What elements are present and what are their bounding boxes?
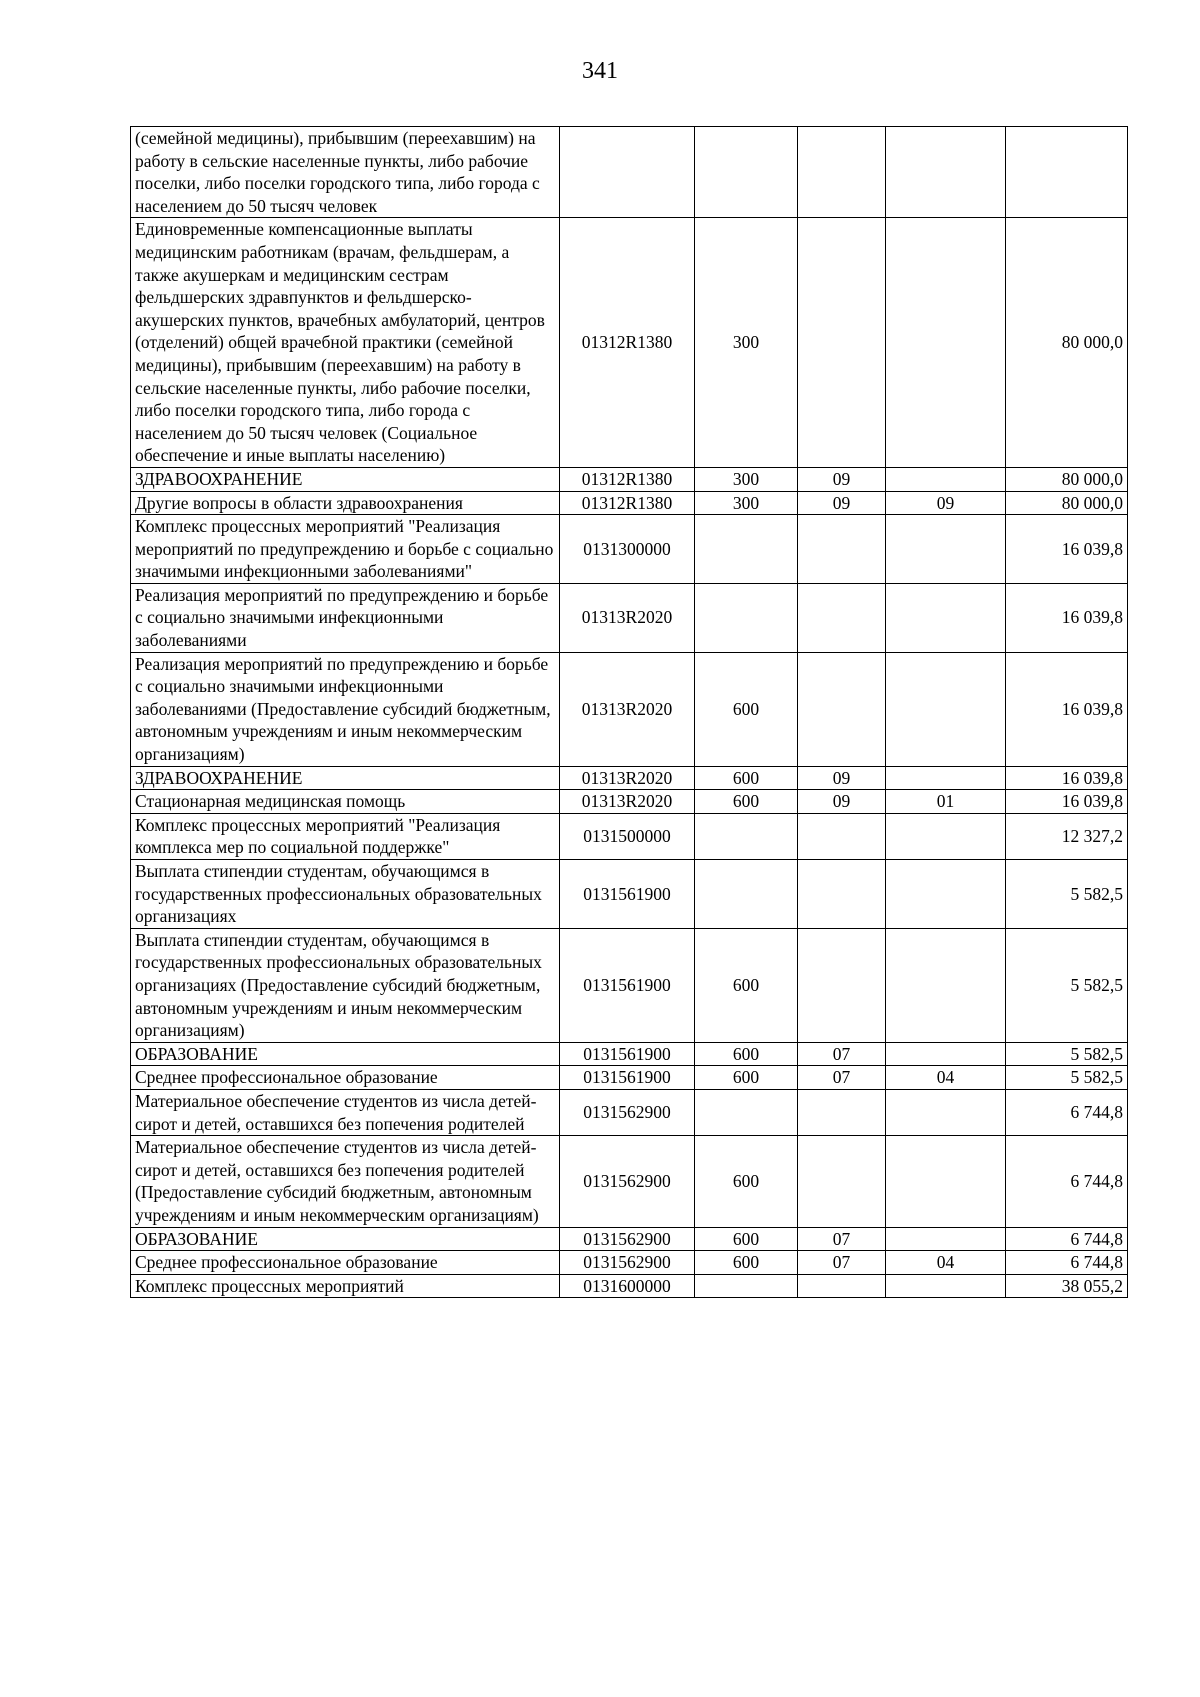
table-row <box>131 491 1128 515</box>
row-expense-type: 600 <box>695 766 798 790</box>
row-section: 09 <box>798 467 886 491</box>
row-expense-type: 600 <box>695 790 798 814</box>
row-subsection <box>886 583 1006 652</box>
row-name: ЗДРАВООХРАНЕНИЕ <box>131 467 560 491</box>
row-amount: 6 744,8 <box>1006 1251 1128 1275</box>
table-row <box>131 515 1128 584</box>
row-subsection <box>886 813 1006 859</box>
row-name: ЗДРАВООХРАНЕНИЕ <box>131 766 560 790</box>
row-expense-type: 600 <box>695 1251 798 1275</box>
row-subsection <box>886 1274 1006 1298</box>
row-target-code: 0131600000 <box>560 1274 695 1298</box>
row-name: Выплата стипендии студентам, обучающимся в государственных профессиональных образовательных организациях <box>131 860 560 929</box>
row-target-code: 0131562900 <box>560 1227 695 1251</box>
table-row <box>131 928 1128 1042</box>
row-amount: 6 744,8 <box>1006 1136 1128 1227</box>
row-name: Стационарная медицинская помощь <box>131 790 560 814</box>
row-expense-type: 600 <box>695 1042 798 1066</box>
row-amount: 5 582,5 <box>1006 928 1128 1042</box>
row-subsection <box>886 1042 1006 1066</box>
page-number: 341 <box>582 58 618 84</box>
row-section <box>798 1274 886 1298</box>
row-amount: 12 327,2 <box>1006 813 1128 859</box>
row-section: 07 <box>798 1042 886 1066</box>
row-name: Другие вопросы в области здравоохранения <box>131 491 560 515</box>
row-section <box>798 218 886 468</box>
table-row <box>131 790 1128 814</box>
row-subsection: 01 <box>886 790 1006 814</box>
row-section <box>798 652 886 766</box>
row-subsection <box>886 218 1006 468</box>
table-row <box>131 1066 1128 1090</box>
row-name: Реализация мероприятий по предупреждению и борьбе с социально значимыми инфекционными заболеваниями (Предоставление субсидий бюджетным, автономным учреждениям и иным некоммерческим организациям) <box>131 652 560 766</box>
row-expense-type <box>695 1274 798 1298</box>
row-target-code: 01312R1380 <box>560 218 695 468</box>
row-subsection: 04 <box>886 1251 1006 1275</box>
row-name: Материальное обеспечение студентов из числа детей-сирот и детей, оставшихся без попечения родителей <box>131 1089 560 1135</box>
row-target-code <box>560 127 695 218</box>
row-name: Комплекс процессных мероприятий "Реализация комплекса мер по социальной поддержке" <box>131 813 560 859</box>
row-target-code: 0131562900 <box>560 1136 695 1227</box>
row-subsection <box>886 1136 1006 1227</box>
row-subsection: 09 <box>886 491 1006 515</box>
table-body <box>131 127 1128 1298</box>
row-expense-type <box>695 813 798 859</box>
row-expense-type: 600 <box>695 1136 798 1227</box>
table-row <box>131 218 1128 468</box>
row-section: 09 <box>798 491 886 515</box>
row-section: 07 <box>798 1066 886 1090</box>
table-row <box>131 1251 1128 1275</box>
row-section <box>798 813 886 859</box>
row-subsection <box>886 860 1006 929</box>
row-target-code: 0131562900 <box>560 1089 695 1135</box>
row-expense-type <box>695 127 798 218</box>
row-section <box>798 583 886 652</box>
row-expense-type: 600 <box>695 1227 798 1251</box>
row-amount: 80 000,0 <box>1006 491 1128 515</box>
row-amount: 80 000,0 <box>1006 467 1128 491</box>
row-amount: 5 582,5 <box>1006 1042 1128 1066</box>
table-row <box>131 1227 1128 1251</box>
row-section: 07 <box>798 1227 886 1251</box>
row-amount: 6 744,8 <box>1006 1089 1128 1135</box>
row-section <box>798 1089 886 1135</box>
row-expense-type <box>695 1089 798 1135</box>
row-subsection <box>886 515 1006 584</box>
row-section: 07 <box>798 1251 886 1275</box>
row-amount: 38 055,2 <box>1006 1274 1128 1298</box>
table-row <box>131 860 1128 929</box>
row-target-code: 0131562900 <box>560 1251 695 1275</box>
row-amount: 16 039,8 <box>1006 790 1128 814</box>
row-name: Реализация мероприятий по предупреждению и борьбе с социально значимыми инфекционными заболеваниями <box>131 583 560 652</box>
row-amount: 5 582,5 <box>1006 1066 1128 1090</box>
row-expense-type: 300 <box>695 467 798 491</box>
row-expense-type: 600 <box>695 1066 798 1090</box>
row-expense-type: 300 <box>695 491 798 515</box>
row-target-code: 0131300000 <box>560 515 695 584</box>
table-row <box>131 583 1128 652</box>
row-name: Комплекс процессных мероприятий <box>131 1274 560 1298</box>
row-name: Среднее профессиональное образование <box>131 1251 560 1275</box>
row-section: 09 <box>798 766 886 790</box>
table-row <box>131 1136 1128 1227</box>
budget-table <box>130 126 1128 1298</box>
row-expense-type: 600 <box>695 928 798 1042</box>
row-subsection <box>886 127 1006 218</box>
row-target-code: 01312R1380 <box>560 491 695 515</box>
row-name: Единовременные компенсационные выплаты медицинским работникам (врачам, фельдшерам, а также акушеркам и медицинским сестрам фельдшерских здравпунктов и фельдшерско-акушерских пунктов, врачебных амбулаторий, центров (отделений) общей врачебной практики (семейной медицины), прибывшим (переехавшим) на работу в сельские населенные пункты, либо рабочие поселки, либо поселки городского типа, либо города с населением до 50 тысяч человек (Социальное обеспечение и иные выплаты населению) <box>131 218 560 468</box>
row-section <box>798 860 886 929</box>
row-amount: 16 039,8 <box>1006 652 1128 766</box>
row-target-code: 0131561900 <box>560 860 695 929</box>
row-subsection <box>886 928 1006 1042</box>
table-row <box>131 467 1128 491</box>
row-amount: 80 000,0 <box>1006 218 1128 468</box>
row-amount: 6 744,8 <box>1006 1227 1128 1251</box>
row-target-code: 01313R2020 <box>560 583 695 652</box>
row-section <box>798 127 886 218</box>
row-name: Выплата стипендии студентам, обучающимся в государственных профессиональных образовательных организациях (Предоставление субсидий бюджетным, автономным учреждениям и иным некоммерческим организациям) <box>131 928 560 1042</box>
row-name: ОБРАЗОВАНИЕ <box>131 1042 560 1066</box>
row-subsection <box>886 652 1006 766</box>
row-amount: 16 039,8 <box>1006 583 1128 652</box>
table-row <box>131 813 1128 859</box>
table-row <box>131 127 1128 218</box>
row-target-code: 0131561900 <box>560 928 695 1042</box>
row-subsection <box>886 467 1006 491</box>
row-target-code: 01313R2020 <box>560 790 695 814</box>
table-row <box>131 1089 1128 1135</box>
row-amount: 16 039,8 <box>1006 515 1128 584</box>
row-expense-type <box>695 515 798 584</box>
row-subsection <box>886 766 1006 790</box>
row-expense-type: 600 <box>695 652 798 766</box>
row-target-code: 0131500000 <box>560 813 695 859</box>
row-target-code: 0131561900 <box>560 1066 695 1090</box>
row-amount: 16 039,8 <box>1006 766 1128 790</box>
row-subsection <box>886 1089 1006 1135</box>
row-name: Материальное обеспечение студентов из числа детей-сирот и детей, оставшихся без попечения родителей (Предоставление субсидий бюджетным, автономным учреждениям и иным некоммерческим организациям) <box>131 1136 560 1227</box>
row-target-code: 01313R2020 <box>560 652 695 766</box>
table-row <box>131 652 1128 766</box>
row-expense-type <box>695 860 798 929</box>
row-name: ОБРАЗОВАНИЕ <box>131 1227 560 1251</box>
row-section <box>798 928 886 1042</box>
row-amount <box>1006 127 1128 218</box>
row-subsection: 04 <box>886 1066 1006 1090</box>
table-row <box>131 1274 1128 1298</box>
row-name: Среднее профессиональное образование <box>131 1066 560 1090</box>
row-name: (семейной медицины), прибывшим (переехавшим) на работу в сельские населенные пункты, либо рабочие поселки, либо поселки городского типа, либо города с населением до 50 тысяч человек <box>131 127 560 218</box>
row-section: 09 <box>798 790 886 814</box>
table-row <box>131 766 1128 790</box>
row-section <box>798 1136 886 1227</box>
row-target-code: 01312R1380 <box>560 467 695 491</box>
row-subsection <box>886 1227 1006 1251</box>
row-expense-type <box>695 583 798 652</box>
row-target-code: 01313R2020 <box>560 766 695 790</box>
row-target-code: 0131561900 <box>560 1042 695 1066</box>
row-expense-type: 300 <box>695 218 798 468</box>
row-amount: 5 582,5 <box>1006 860 1128 929</box>
table-row <box>131 1042 1128 1066</box>
row-name: Комплекс процессных мероприятий "Реализация мероприятий по предупреждению и борьбе с социально значимыми инфекционными заболеваниями" <box>131 515 560 584</box>
row-section <box>798 515 886 584</box>
